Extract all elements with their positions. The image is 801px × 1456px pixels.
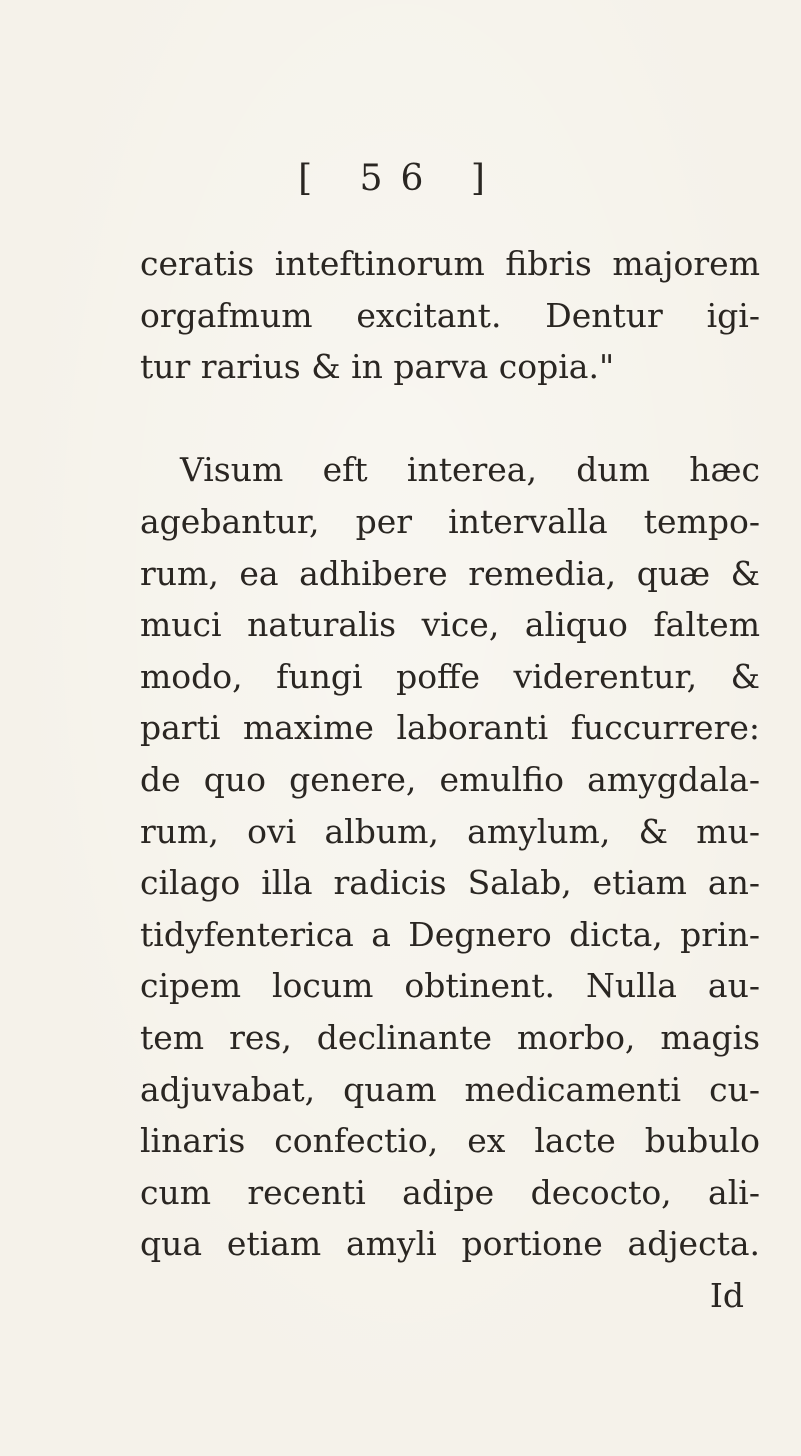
text-line: adjuvabat, quam medicamenti cu- [140,1069,760,1109]
text-line: orgafmum excitant. Dentur igi- [140,295,760,335]
text-line: de quo genere, emulfio amygdala- [140,759,760,799]
text-line: Visum eft interea, dum hæc [180,450,760,490]
text-line: ceratis inteftinorum fibris majorem [140,244,760,283]
text-line: tidyfenterica a Degnero dicta, prin- [140,914,760,954]
text-line: cipem locum obtinent. Nulla au- [140,966,760,1006]
text-line: cum recenti adipe decocto, ali- [140,1172,760,1212]
page-number: [ 56 ] [298,158,503,199]
text-line: modo, fungi poffe viderentur, & [140,656,760,696]
text-line: rum, ea adhibere remedia, quæ & [140,553,760,593]
text-line: rum, ovi album, amylum, & mu- [140,811,760,851]
catchword: Id [709,1275,744,1315]
text-line: linaris confectio, ex lacte bubulo [140,1121,760,1161]
text-line: qua etiam amyli portione adjecta. [140,1224,760,1264]
text-block [140,238,760,1321]
text-line: tem res, declinante morbo, magis [140,1017,760,1057]
paragraph-gap [140,393,760,445]
text-line: agebantur, per intervalla tempo- [140,501,760,541]
text-line: parti maxime laboranti fuccurrere: [140,708,760,748]
text-line: muci naturalis vice, aliquo faltem [140,605,760,645]
text-line: cilago illa radicis Salab, etiam an- [140,863,760,903]
text-line: tur rarius & in parva copia." [140,347,615,387]
